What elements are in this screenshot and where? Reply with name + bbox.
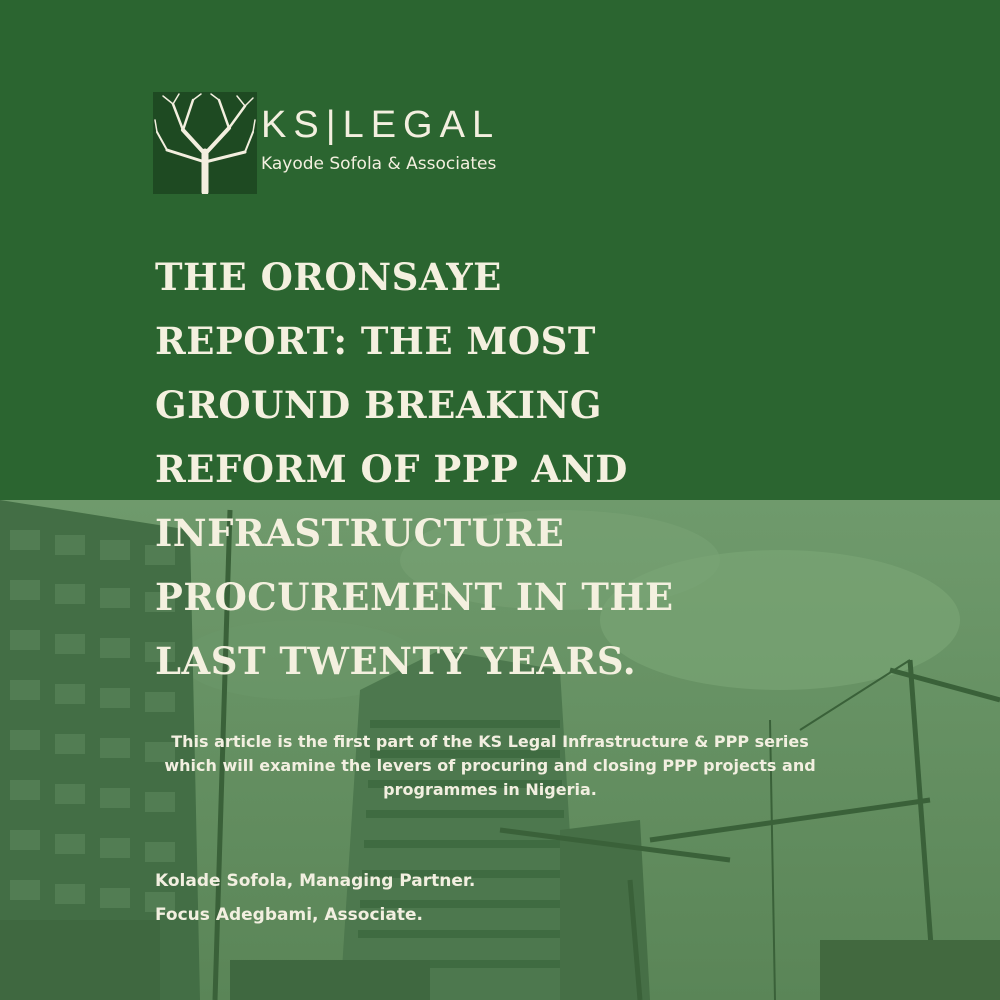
author-credit: Kolade Sofola, Managing Partner. — [155, 871, 476, 891]
headline-line: THE ORONSAYE — [155, 255, 502, 299]
article-headline — [155, 245, 755, 693]
brand-name: KS|LEGAL — [261, 104, 501, 146]
author-credit: Focus Adegbami, Associate. — [155, 905, 423, 925]
headline-line: REPORT: THE MOST — [155, 319, 596, 363]
brand-logo — [153, 92, 533, 194]
headline-line: PROCUREMENT IN THE — [155, 575, 674, 619]
author-list — [155, 864, 755, 932]
headline-line: GROUND BREAKING — [155, 383, 602, 427]
article-intro: This article is the first part of the KS Legal Infrastructure & PPP series which will examine the levers of procuring and closing PPP projects and programmes in Nigeria. — [164, 732, 816, 799]
brand-subtitle: Kayode Sofola & Associates — [261, 154, 497, 174]
headline-line: LAST TWENTY YEARS. — [155, 639, 637, 683]
tree-icon — [153, 92, 257, 194]
headline-line: REFORM OF PPP AND — [155, 447, 628, 491]
headline-line: INFRASTRUCTURE — [155, 511, 565, 555]
